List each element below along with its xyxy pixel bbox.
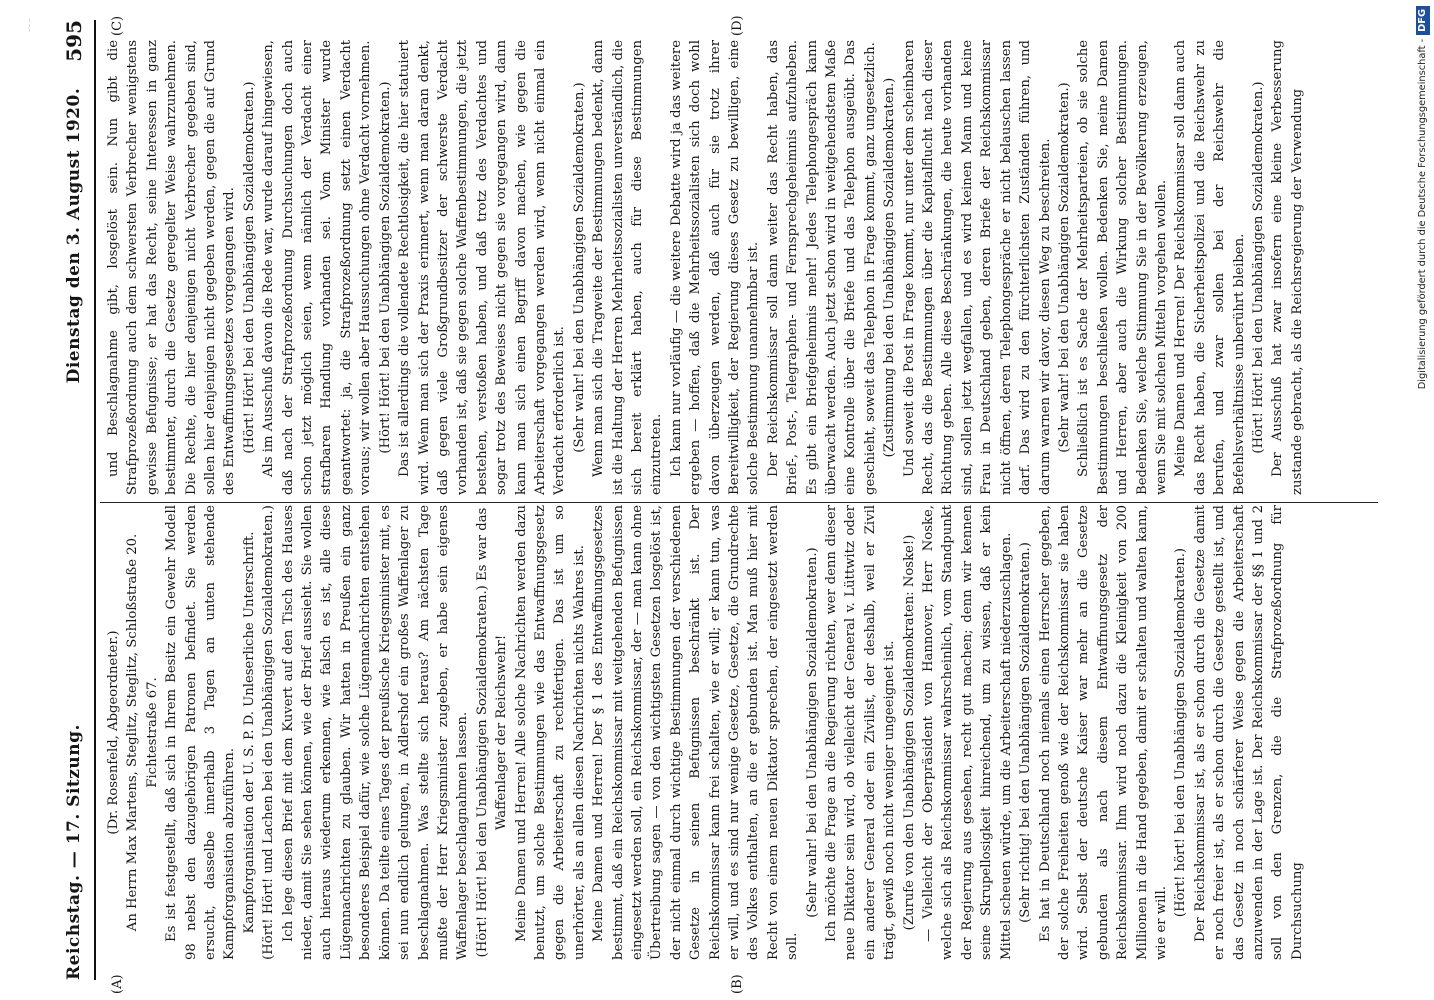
page-header bbox=[54, 20, 96, 980]
dfg-logo: DFG bbox=[1416, 6, 1430, 35]
credit-text: Digitalisierung gefördert durch die Deutsche Forschungsgemeinschaft - bbox=[1417, 38, 1428, 390]
margin-marker-c: (C) bbox=[110, 15, 125, 36]
interjection: (Hört! Hört! bei den Unabhängigen Sozialdemokraten.) bbox=[377, 81, 393, 454]
interjection: (Dr. Rosenfeld, Abgeordneter.) bbox=[106, 630, 121, 835]
paragraph: Meine Damen und Herren! Der § 1 des Entwaffnungsgesetzes bestimmt, daß ein Reichskommissar mit weitgehenden Befugnissen eingesetzt werden soll, ein Reichskommissar, der — man kann ohne Übertreibung sagen — von den wichtigsten Gesetzen losgelöst ist, der nicht einmal durch wichtige Bestimmungen der verschiedenen Gesetze in seinen Befugnissen beschränkt ist. Der Reichskommissar kann frei schalten, wie er will; er kann tun, was er will, und es sind nur wenige Gesetze, Gesetze, die Grundrechte des Volkes enthalten, an die er gebunden ist. Man muß hier mit Recht von einem neuen Diktator sprechen, der eingesetzt werden soll. bbox=[591, 505, 801, 960]
interjection: Kampforganisation der U. S. P. D. Unleserliche Unterschrift. bbox=[241, 531, 257, 934]
paragraph: Als im Ausschuß davon die Rede war, wurde darauf hingewiesen, daß nach der Strafprozeßordnung Durchsuchungen doch auch schon jetzt möglich seien, wenn nämlich der Verdacht einer strafbaren Handlung vorhanden sei. Vom Minister wurde geantwortet: ja, die Strafprozeßordnung setzt einen Verdacht voraus; wir wollen aber Haussuchungen ohne Verdacht vornehmen. bbox=[261, 40, 374, 495]
paragraph: Meine Damen und Herren! Alle solche Nachrichten werden dazu benutzt, um solche Bestimmungen wie das Entwaffnungsgesetz gegen die Arbeiterschaft zu rechtfertigen. Das ist um so unerhörter, als an allen diesen Nachrichten nichts Wahres ist. bbox=[513, 505, 587, 960]
interjection: (Hört! hört! bei den Unabhängigen Sozialdemokraten.) bbox=[1173, 547, 1189, 918]
column-divider bbox=[100, 502, 1378, 503]
paragraph: Der Reichskommissar soll dann weiter das Recht haben, das Brief-, Post-, Telegraphen- und Fernsprechgeheimnis aufzuheben. Es gibt ein Briefgeheimnis mehr! Jedes Telephongespräch kann überwacht werden. Auch jetzt schon wird in weitgehendstem Maße eine Kontrolle über die Briefe und das Telephon ausgeübt. Das geschieht, soweit das Telephon in Frage kommt, ganz ungesetzlich. bbox=[765, 40, 878, 495]
paragraph: Der Ausschuß hat zwar insofern eine kleine Verbesserung zustande gebracht, als die Reichsregierung der Verwendung bbox=[1270, 40, 1305, 495]
interjection: (Sehr wahr! bei den Unabhängigen Sozialdemokraten.) bbox=[571, 82, 587, 453]
page-number: 595 bbox=[62, 20, 86, 62]
margin-marker-a: (A) bbox=[110, 974, 125, 994]
paragraph: Ich lege diesen Brief mit dem Kuvert auf den Tisch des Hauses nieder, damit Sie sehen können, wie der Brief aussieht. Sie wollen auch hieraus wiederum erkennen, wie falsch es ist, alle diese Lügennachrichten zu glauben. Wir hatten in Preußen ein ganz besonderes Beispiel dafür, wie solche Lügennachrichten entstehen können. Da teilte eines Tages der preußische Kriegsminister mit, es sei nun endlich gelungen, in Adlershof ein großes Waffenlager zu beschlagnahmen. Was stellte sich heraus? Am nächsten Tage mußte der Herr Kriegsminister zugeben, er habe sein eigenes Waffenlager beschlagnahmen lassen. bbox=[280, 505, 471, 960]
digitization-credit bbox=[1416, 6, 1430, 996]
interjection: (Sehr richtig! bei den Unabhängigen Sozialdemokraten.) bbox=[1018, 542, 1034, 923]
paragraph: Wenn man sich die Tragweite der Bestimmungen bedenkt, dann ist die Haltung der Herren Mehrheitssozialisten unverständlich, die sich bereit erklärt haben, auch für diese Bestimmungen einzutreten. bbox=[591, 40, 665, 495]
paragraph: Schließlich ist es Sache der Mehrheitsparteien, ob sie solche Bestimmungen beschließen wollen. Bedenken Sie, meine Damen und Herren, aber auch die Wirkung solcher Bestimmungen. Bedenken Sie, welche Stimmung Sie in der Bevölkerung erzeugen, wenn Sie mit solchen Mitteln vorgehen wollen. bbox=[1076, 40, 1169, 495]
paragraph: Ich möchte die Frage an die Regierung richten, wer denn dieser neue Diktator sein wird, ob vielleicht der General v. Lüttwitz oder ein anderer General oder ein Zivilist, der deshalb, weil er Zivil trägt, gewiß noch nicht weniger ungeeignet ist. bbox=[824, 505, 898, 960]
margin-marker-b: (B) bbox=[730, 974, 745, 994]
paragraph: Der Reichskommissar ist, als er schon durch die Gesetze damit er noch freier ist, als er schon durch die Gesetze gestellt ist, und das Gesetz in noch schärferer Weise gegen die Arbeiterschaft anzuwenden in der Lage ist. Der Reichskommissar der §§ 1 und 2 soll von den Grenzen, die die Strafprozeßordnung für Durchsuchung bbox=[1192, 505, 1305, 960]
interjection: (Hört! Hört! bei den Unabhängigen Sozialdemokraten.) bbox=[1250, 81, 1266, 454]
document-page bbox=[30, 0, 1390, 1000]
header-left-title: Reichstag. — 17. Sitzung. bbox=[64, 724, 84, 980]
paragraph: — Vielleicht der Oberpräsident von Hannover, Herr Noske, welche sich als Reichskommissar wahrscheinlich, vom Standpunkt der Regierung aus gesehen, recht gut machen; denn wir kennen seine Skrupellosigkeit hinreichend, um zu wissen, daß er kein Mittel scheuen würde, um die Arbeiterschaft niederzuschlagen. bbox=[921, 505, 1014, 960]
interjection: (Sehr wahr! bei den Unabhängigen Sozialdemokraten.) bbox=[1056, 82, 1072, 453]
paragraph: Es ist festgestellt, daß sich in Ihrem Besitz ein Gewehr Modell 98 nebst den dazugehörigen Patronen befindet. Sie werden ersucht, dasselbe innerhalb 3 Tagen an unten stehende Kampforganisation abzuführen. bbox=[164, 505, 238, 960]
right-column bbox=[104, 40, 1364, 495]
margin-marker-d: (D) bbox=[730, 15, 745, 36]
interjection: (Zurufe von den Unabhängigen Sozialdemokraten: Noske!) bbox=[901, 534, 917, 931]
interjection: (Sehr wahr! bei den Unabhängigen Sozialdemokraten.) bbox=[804, 547, 820, 918]
paragraph: Und soweit die Post in Frage kommt, nur unter dem scheinbaren Recht, das die Bestimmungen über die Kapitalflucht nach dieser Richtung geben. Alle diese Beschränkungen, die heute vorhanden sind, sollen jetzt wegfallen, und es wird keinen Mann und keine Frau in Deutschland geben, deren Briefe der Reichskommissar nicht öffnen, deren Telephongespräche er nicht belauschen lassen darf. Das wird zu den fürchterlichsten Zuständen führen, und darum warnen wir davor, diesen Weg zu beschreiten. bbox=[901, 40, 1053, 495]
left-column bbox=[104, 505, 1364, 960]
interjection: (Hört! Hört! bei den Unabhängigen Sozialdemokraten.) bbox=[241, 81, 257, 454]
header-right-date: Dienstag den 3. August 1920. bbox=[64, 87, 84, 384]
paragraph: Ich kann nur vorläufig — die weitere Debatte wird ja das weitere ergeben — hoffen, daß die Mehrheitssozialisten sich doch wohl davon überzeugen werden, daß auch für sie trotz ihrer Bereitwilligkeit, der Regierung dieses Gesetz zu bewilligen, eine solche Bestimmung unannehmbar ist. bbox=[668, 40, 762, 495]
interjection: (Hört! Hört! und Lachen bei den Unabhängigen Sozialdemokraten.) bbox=[261, 505, 277, 960]
paragraph: Das ist allerdings die vollendete Rechtlosigkeit, die hier statuiert wird. Wenn man sich der Praxis erinnert, wenn man daran denkt, daß gegen viele Großgrundbesitzer der schwerste Verdacht vorhanden ist, daß sie gegen solche Waffenbestimmungen, die jetzt bestehen, verstoßen haben, und daß trotz des Verdachtes und sogar trotz des Beweises nicht gegen sie vorgegangen wird, dann kann man sich einen Begriff davon machen, wie gegen die Arbeiterschaft vorgegangen werden wird, wenn nicht einmal ein Verdacht erforderlich ist. bbox=[397, 40, 568, 495]
header-right-group bbox=[62, 20, 86, 383]
paragraph: Es hat in Deutschland noch niemals einen Herrscher gegeben, der solche Freiheiten genoß wie der Reichskommissar sie haben wird. Selbst der deutsche Kaiser war mehr an die Gesetze gebunden als nach diesem Entwaffnungsgesetz der Reichskommissar. Ihm wird noch dazu die Kleinigkeit von 200 Millionen in die Hand gegeben, damit er schalten und walten kann, wie er will. bbox=[1037, 505, 1169, 960]
interjection: (Zustimmung bei den Unabhängigen Sozialdemokraten.) bbox=[882, 77, 898, 458]
paragraph: und Beschlagnahme gibt, losgelöst sein. Nun gibt die Strafprozeßordnung auch dem schwersten Verbrecher wenigstens gewisse Befugnisse; er hat das Recht, seine Interessen in ganz bestimmter, durch die Gesetze geregelter Weise wahrzunehmen. Die Rechte, die hier denjenigen nicht Verbrecher gegeben sind, sollen hier denjenigen nicht gegeben werden, gegen die auf Grund des Entwaffnungsgesetzes vorgegangen wird. bbox=[106, 40, 238, 495]
paragraph: Meine Damen und Herren! Der Reichskommissar soll dann auch das Recht haben, die Sicherheitspolizei und die Reichswehr zu berufen, und zwar sollen bei der Reichswehr die Befehlsverhältnisse unberührt bleiben. bbox=[1173, 40, 1247, 495]
interjection: An Herrn Max Martens, Steglitz, Steglitz, Schloßstraße 20. Fichtestraße 67. bbox=[125, 533, 160, 932]
interjection: (Hört! Hört! bei den Unabhängigen Sozialdemokraten.) Es war das Waffenlager der Reichswehr! bbox=[474, 507, 510, 958]
